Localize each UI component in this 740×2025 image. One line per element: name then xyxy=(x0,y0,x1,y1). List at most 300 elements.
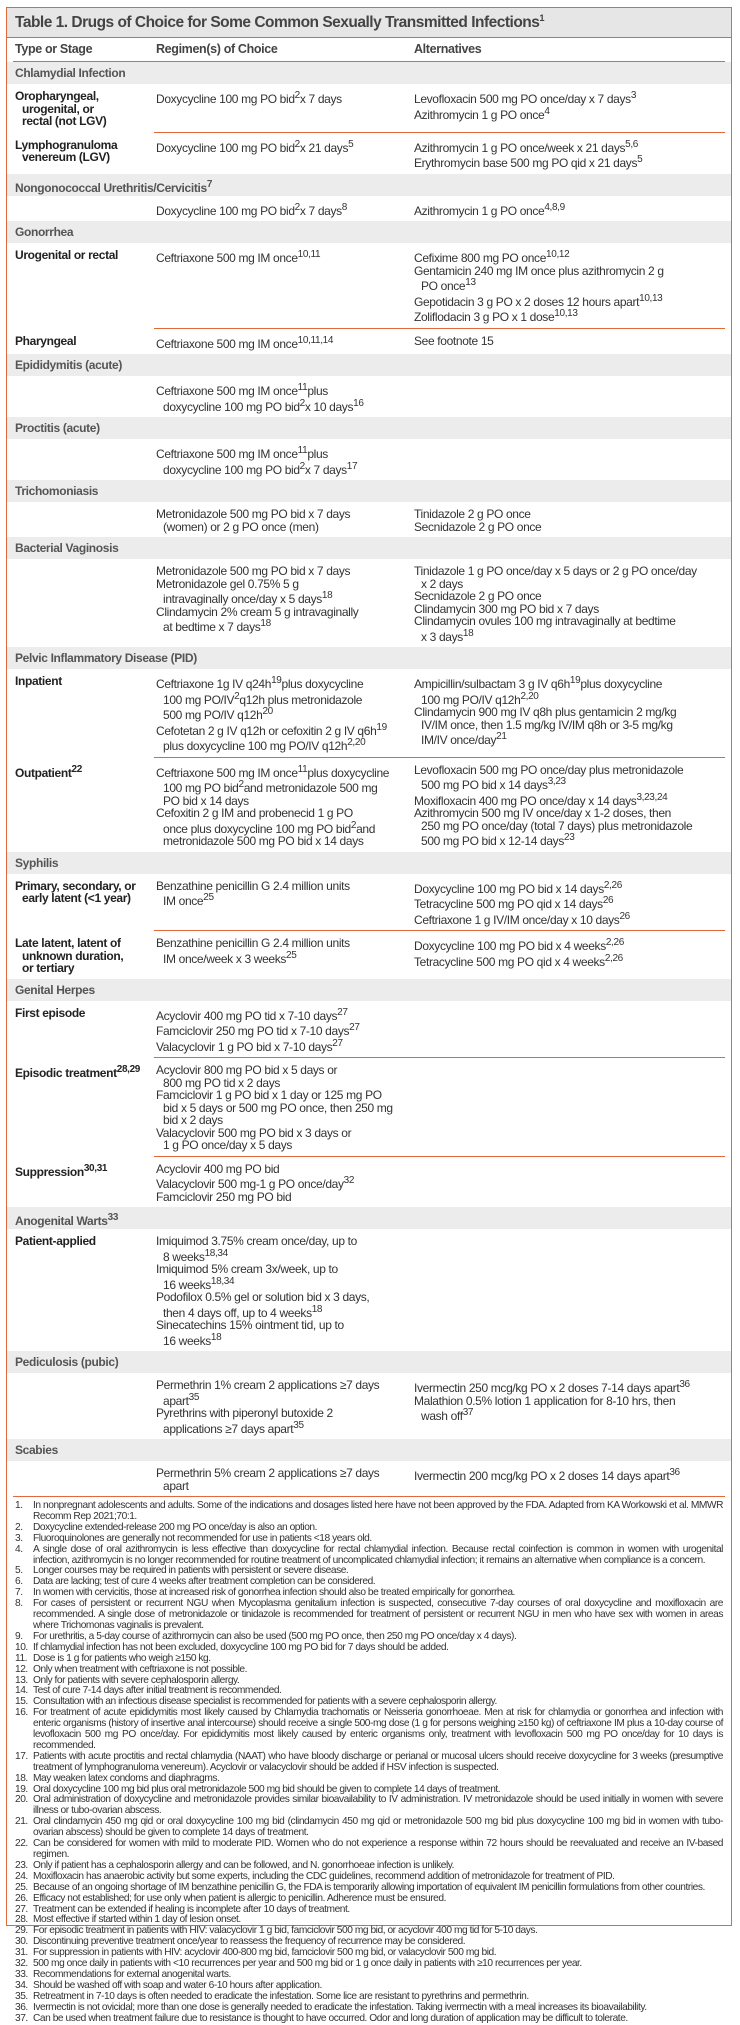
cell-text: Acyclovir 400 mg PO bid xyxy=(156,1161,280,1176)
footnote-text: Discontinuing preventive treatment once/year to reassess the frequency of recurrence may be considered. xyxy=(33,1936,466,1948)
footnote-text: Can be used when treatment failure due to resistance is thought to have occurred. Odor and long duration of application may be difficult to tolerate. xyxy=(33,2012,628,2024)
footnote-ref: 32 xyxy=(343,1175,355,1186)
footnote-number: 37. xyxy=(15,2012,28,2024)
cell-text: bid x 2 days xyxy=(163,1113,223,1127)
cell-line xyxy=(414,719,725,732)
cell-text: early latent (<1 year) xyxy=(22,891,131,905)
footnote-ref: 2,26 xyxy=(603,879,622,891)
footnote-text: Consultation with an infectious disease specialist is recommended for patients with a severe cephalosporin allergy. xyxy=(33,1696,497,1708)
footnote-number: 32. xyxy=(15,1958,28,1970)
cell-text: IV/IM once, then 1.5 mg/kg IV/IM q8h or 3-5 mg/kg xyxy=(421,717,673,732)
cell-line xyxy=(414,1395,725,1408)
cell-text: Acyclovir 400 mg PO tid x 7-10 days xyxy=(156,1008,338,1023)
footnote-ref: 2 xyxy=(299,460,305,472)
footnote-number: 24. xyxy=(15,1870,28,1882)
footnote-number: 5. xyxy=(15,1565,23,1577)
cell-text: once plus doxycycline 100 mg PO bid xyxy=(163,821,351,836)
footnote-ref: 30,31 xyxy=(83,1162,108,1174)
footnote-ref: 11 xyxy=(297,445,308,456)
cell-text: doxycycline 100 mg PO bid xyxy=(163,462,300,477)
cell-line xyxy=(414,675,725,691)
table-row xyxy=(7,376,731,417)
regimen-cell xyxy=(156,764,414,848)
footnote xyxy=(15,1926,723,1937)
cell-text: Oropharyngeal, xyxy=(15,89,99,103)
cell-text: apart xyxy=(163,1478,189,1493)
alternatives-cell xyxy=(414,1379,725,1435)
cell-line xyxy=(156,1038,414,1054)
cell-line xyxy=(414,953,725,969)
cell-text: Ceftriaxone 500 mg IM once xyxy=(156,251,298,265)
cell-line xyxy=(156,578,414,591)
alternatives-cell xyxy=(414,445,725,476)
table-row xyxy=(7,1058,731,1156)
drug-table-frame xyxy=(6,7,732,2024)
cell-text: x 7 days xyxy=(299,203,342,218)
cell-text: 500 mg PO/IV q12h xyxy=(163,708,263,722)
section-header xyxy=(7,221,731,243)
cell-text: See footnote 15 xyxy=(414,333,494,348)
footnote-ref: 19 xyxy=(271,675,282,686)
footnote xyxy=(15,1981,723,1992)
cell-line xyxy=(414,335,725,348)
cell-text: or tertiary xyxy=(22,961,75,975)
footnote xyxy=(15,1534,723,1545)
section-header xyxy=(7,480,731,502)
footnote-number: 29. xyxy=(15,1925,28,1937)
cell-line xyxy=(156,1248,414,1264)
table-row xyxy=(7,196,731,222)
cell-line xyxy=(156,398,414,414)
footnote-number: 9. xyxy=(15,1630,23,1642)
footnote-text: For cases of persistent or recurrent NGU when Mycoplasma genitalium infection is suspected, consecutive 7-day courses of oral doxycycline and moxifloxacin are recommended. A single dose of metronidazole or tinidazole is recommended for treatment of persistent or recurrent NGU in men who have sex with women in areas where Trichomonas vaginalis is prevalent. xyxy=(33,1598,723,1631)
cell-text: doxycycline 100 mg PO bid xyxy=(163,399,300,414)
cell-text: Metronidazole 500 mg PO bid x 7 days xyxy=(156,507,351,521)
footnote-ref: 18 xyxy=(321,590,333,601)
footnote-ref: 11 xyxy=(297,763,308,775)
cell-line xyxy=(156,820,414,836)
alternatives-cell xyxy=(414,90,725,128)
footnote-text: Oral doxycycline 100 mg bid plus oral metronidazole 500 mg bid should be given to complete 14 days of treatment. xyxy=(33,1783,501,1795)
footnote-ref: 11 xyxy=(297,382,308,393)
footnote-number: 7. xyxy=(15,1587,23,1599)
alternatives-cell xyxy=(414,764,725,848)
footnote-ref: 35 xyxy=(293,1419,304,1431)
cell-line xyxy=(156,1304,414,1320)
cell-text: Cefotetan 2 g IV q12h or cefoxitin 2 g IV q6h xyxy=(156,723,377,738)
cell-text: Late latent, latent of xyxy=(15,936,121,950)
table-row xyxy=(7,329,731,355)
footnote-number: 6. xyxy=(15,1576,23,1588)
cell-line xyxy=(15,1064,156,1080)
cell-text: plus doxycycline xyxy=(281,677,364,691)
footnote-ref: 18 xyxy=(260,618,271,629)
cell-line xyxy=(156,1407,414,1420)
footnote-text: If chlamydial infection has not been excluded, doxycycline 100 mg PO bid for 7 days should be added. xyxy=(33,1641,449,1653)
footnote xyxy=(15,1752,723,1774)
cell-line xyxy=(156,1467,414,1480)
footnote-ref: 18 xyxy=(462,627,474,639)
footnote-number: 16. xyxy=(15,1707,28,1719)
table-row xyxy=(7,559,731,647)
footnote-number: 2. xyxy=(15,1521,23,1533)
alternatives-cell xyxy=(414,508,725,533)
cell-text: 100 mg PO bid xyxy=(163,781,239,795)
alternatives-cell xyxy=(414,1235,725,1347)
footnote-text: Patients with acute proctitis and rectal chlamydia (NAAT) who have bloody discharge or perianal or mucosal ulcers should receive doxycycline for 3 weeks (presumptive treatment of lymphogranuloma venereum). Acyclovir or valacyclovir should be added if HSV infection is suspected. xyxy=(33,1750,723,1773)
footnote-number: 22. xyxy=(15,1838,28,1850)
alternatives-cell xyxy=(414,382,725,413)
footnote-number: 18. xyxy=(15,1772,28,1784)
cell-line xyxy=(15,1007,156,1020)
cell-line xyxy=(414,106,725,122)
cell-line xyxy=(414,820,725,833)
footnote xyxy=(15,1545,723,1567)
cell-text: 16 weeks xyxy=(163,1277,211,1292)
cell-text: x 10 days xyxy=(304,399,354,414)
cell-text: 8 weeks xyxy=(163,1249,205,1264)
cell-line xyxy=(156,1392,414,1408)
footnote-ref: 8 xyxy=(341,201,347,213)
footnote-number: 19. xyxy=(15,1783,28,1795)
cell-line xyxy=(156,1235,414,1248)
type-cell xyxy=(13,1235,156,1347)
footnote xyxy=(15,2014,723,2025)
section-header xyxy=(7,1207,731,1229)
cell-line xyxy=(156,202,414,218)
type-cell xyxy=(13,1467,156,1492)
footnote-number: 33. xyxy=(15,1968,28,1980)
cell-text: Patient-applied xyxy=(15,1234,96,1248)
footnote xyxy=(15,2003,723,2014)
footnote-ref: 21 xyxy=(496,731,507,742)
cell-text: Secnidazole 2 g PO once xyxy=(414,519,542,534)
cell-line xyxy=(156,521,414,534)
cell-text: Ceftriaxone 500 mg IM once xyxy=(156,447,298,461)
cell-line xyxy=(156,1175,414,1191)
cell-text: x 3 days xyxy=(421,629,463,644)
cell-line xyxy=(414,1407,725,1423)
cell-text: Urogenital or rectal xyxy=(15,248,119,262)
cell-text: Clindamycin ovules 100 mg intravaginally at bedtime xyxy=(414,614,676,628)
cell-text: Azithromycin 1 g PO once xyxy=(414,203,545,218)
type-cell xyxy=(13,675,156,753)
cell-line xyxy=(156,706,414,722)
cell-line xyxy=(15,249,156,262)
cell-line xyxy=(414,90,725,106)
footnote-text: Only for patients with severe cephalosporin allergy. xyxy=(33,1674,240,1686)
footnote-text: Recommendations for external anogenital warts. xyxy=(33,1968,231,1980)
footnote-ref: 16 xyxy=(353,397,364,409)
table-row xyxy=(7,502,731,537)
footnote-ref: 36 xyxy=(669,1467,680,1478)
cell-text: Lymphogranuloma xyxy=(15,137,118,152)
regimen-cell xyxy=(156,1007,414,1054)
footnote xyxy=(15,1970,723,1981)
section-name: Pediculosis (pubic) xyxy=(15,1355,119,1369)
footnote xyxy=(15,1992,723,2003)
footnote-ref: 27 xyxy=(332,1037,343,1049)
cell-text: Ceftriaxone 500 mg IM once xyxy=(156,384,298,398)
cell-line xyxy=(414,832,725,848)
footnote-text: 500 mg once daily in patients with <10 recurrences per year and 500 mg bid or 1 g once daily in patients with ≥10 recurrences per year. xyxy=(33,1958,582,1970)
footnote-text: Treatment can be extended if healing is incomplete after 10 days of treatment. xyxy=(33,1903,350,1915)
section-header xyxy=(7,354,731,376)
cell-text: metronidazole 500 mg PO bid x 14 days xyxy=(163,834,364,848)
table-row xyxy=(7,669,731,757)
cell-line xyxy=(156,590,414,606)
cell-line xyxy=(15,115,156,128)
footnote xyxy=(15,1774,723,1785)
footnote-number: 3. xyxy=(15,1532,23,1544)
cell-text: Zoliflodacin 3 g PO x 1 dose xyxy=(414,310,555,324)
header-regimen: Regimen(s) of Choice xyxy=(156,42,278,56)
table-title-text: Table 1. Drugs of Choice for Some Common Sexually Transmitted Infections xyxy=(15,14,540,31)
cell-text: Doxycycline 100 mg PO bid xyxy=(156,203,295,218)
cell-text: Famciclovir 250 mg PO bid xyxy=(156,1189,292,1204)
footnote-number: 27. xyxy=(15,1903,28,1915)
footnote-ref: 26 xyxy=(602,895,614,906)
footnote-text: For episodic treatment in patients with HIV: valacyclovir 1 g bid, famciclovir 500 mg bid, or acyclovir 400 mg tid for 5-10 days. xyxy=(33,1925,538,1937)
cell-text: Tetracycline 500 mg PO qid x 14 days xyxy=(414,897,603,911)
alternatives-cell xyxy=(414,139,725,170)
cell-text: plus doxycycline xyxy=(580,677,663,691)
cell-line xyxy=(414,277,725,293)
section-header xyxy=(7,417,731,439)
footnote-ref: 10,13 xyxy=(639,292,663,304)
footnote-number: 20. xyxy=(15,1794,28,1806)
cell-line xyxy=(15,892,156,905)
regimen-cell xyxy=(156,1064,414,1152)
footnote-ref: 5 xyxy=(637,154,643,165)
cell-text: x 2 days xyxy=(421,576,463,591)
regimen-cell xyxy=(156,508,414,533)
cell-text: Pyrethrins with piperonyl butoxide 2 xyxy=(156,1406,333,1420)
type-cell xyxy=(13,764,156,848)
section-header xyxy=(7,537,731,559)
cell-line xyxy=(156,139,414,155)
alternatives-cell xyxy=(414,1064,725,1152)
alternatives-cell xyxy=(414,202,725,218)
cell-line xyxy=(414,895,725,911)
type-cell xyxy=(13,880,156,927)
footnote-ref: 23 xyxy=(564,832,575,843)
cell-line xyxy=(414,731,725,747)
footnote-ref: 27 xyxy=(337,1006,348,1018)
cell-text: Erythromycin base 500 mg PO qid x 21 days xyxy=(414,156,638,170)
cell-line xyxy=(156,1022,414,1038)
footnote-number: 26. xyxy=(15,1892,28,1904)
cell-line xyxy=(156,764,414,780)
footnote-ref: 2 xyxy=(294,138,300,150)
section-name: Pelvic Inflammatory Disease (PID) xyxy=(15,651,197,665)
cell-text: at bedtime x 7 days xyxy=(163,620,261,634)
section-name: Scabies xyxy=(15,1443,58,1457)
table-row xyxy=(7,1157,731,1208)
footnote-ref: 37 xyxy=(462,1407,474,1418)
cell-line xyxy=(156,892,414,908)
footnote-ref: 2 xyxy=(238,779,244,790)
footnote-number: 13. xyxy=(15,1674,28,1686)
alternatives-cell xyxy=(414,1007,725,1054)
cell-line xyxy=(156,950,414,966)
regimen-cell xyxy=(156,880,414,927)
cell-line xyxy=(414,249,725,265)
cell-text: and xyxy=(356,821,376,836)
regimen-cell xyxy=(156,382,414,413)
alternatives-cell xyxy=(414,937,725,975)
footnote-ref: 19 xyxy=(569,675,581,686)
cell-text: Imiquimod 5% cream 3x/week, up to xyxy=(156,1262,338,1276)
cell-line xyxy=(156,880,414,893)
table-row xyxy=(7,1373,731,1439)
cell-line xyxy=(156,335,414,351)
regimen-cell xyxy=(156,139,414,170)
cell-text: Tinidazole 1 g PO once/day x 5 days or 2 g PO once/day xyxy=(414,564,697,578)
section-name: Epididymitis (acute) xyxy=(15,358,123,372)
footnote-ref: 5,6 xyxy=(625,138,638,150)
footnote-ref: 35 xyxy=(188,1391,200,1403)
cell-line xyxy=(156,675,414,691)
regimen-cell xyxy=(156,1163,414,1204)
footnote-number: 21. xyxy=(15,1816,28,1828)
footnote-text: A single dose of oral azithromycin is less effective than doxycycline for rectal chlamydial infection. Because rectal coinfection is common in women with urogenital infection, azithromycin is no longer recommended for routine treatment of uncomplicated chlamydial infection; it remains an alternative when compliance is a concern. xyxy=(33,1543,723,1566)
cell-line xyxy=(156,1291,414,1304)
footnote-text: Doxycycline extended-release 200 mg PO once/day is also an option. xyxy=(33,1521,318,1533)
footnote-text: Dose is 1 g for patients who weigh ≥150 kg. xyxy=(33,1652,211,1664)
cell-text: First episode xyxy=(15,1005,86,1020)
cell-line xyxy=(156,1139,414,1152)
footnote-text: May weaken latex condoms and diaphragms. xyxy=(33,1772,220,1784)
cell-line xyxy=(156,1420,414,1436)
footnote xyxy=(15,1937,723,1948)
cell-text: unknown duration, xyxy=(22,948,124,963)
cell-line xyxy=(414,776,725,792)
footnote-number: 23. xyxy=(15,1859,28,1871)
cell-text: Cefixime 800 mg PO once xyxy=(414,251,547,265)
footnote-text: In nonpregnant adolescents and adults. Some of the indications and dosages listed here have not been approved by the FDA. Adapted from KA Workowski et al. MMWR Recomm Rep 2021;70:1. xyxy=(33,1500,723,1522)
footnote-text: Should be washed off with soap and water 6-10 hours after application. xyxy=(33,1979,322,1991)
cell-text: Malathion 0.5% lotion 1 application for 8-10 hrs, then xyxy=(414,1393,676,1408)
type-cell xyxy=(13,249,156,324)
cell-text: Moxifloxacin 400 mg PO once/day x 14 days xyxy=(414,793,637,808)
footnote-text: Ivermectin is not ovicidal; more than one dose is generally needed to eradicate the infestation. Taking ivermectin with a meal increases its bioavailability. xyxy=(33,2001,647,2013)
regimen-cell xyxy=(156,202,414,218)
table-row xyxy=(7,243,731,328)
footnote-number: 30. xyxy=(15,1936,28,1948)
section-header xyxy=(7,1351,731,1373)
footnote-ref: 4,8,9 xyxy=(544,201,565,213)
footnote-number: 11. xyxy=(15,1652,28,1664)
footnote xyxy=(15,1501,723,1523)
cell-line xyxy=(414,154,725,170)
cell-line xyxy=(15,764,156,780)
cell-text: Ampicillin/sulbactam 3 g IV q6h xyxy=(414,677,570,691)
footnote-ref: 18 xyxy=(210,1331,222,1343)
footnote-ref: 13 xyxy=(465,277,476,288)
cell-text: Ivermectin 200 mcg/kg PO x 2 doses 14 days apart xyxy=(414,1469,670,1483)
footnote-text: For suppression in patients with HIV: acyclovir 400-800 mg bid, famciclovir 500 mg bid, or valacyclovir 500 mg bid. xyxy=(33,1947,497,1959)
cell-line xyxy=(156,1007,414,1023)
cell-text: x 7 days xyxy=(304,462,347,477)
footnote-ref: 10,12 xyxy=(546,249,570,260)
footnote-ref: 2 xyxy=(294,90,300,101)
cell-line xyxy=(414,792,725,808)
cell-text: venereum (LGV) xyxy=(22,150,110,164)
type-cell xyxy=(13,1064,156,1152)
cell-line xyxy=(156,445,414,461)
footnote-text: For treatment of acute epididymitis most likely caused by Chlamydia trachomatis or Neisseria gonorrhoeae. Men at risk for chlamydia or gonorrhea and infection with enteric organisms (history of insertive anal intercourse) should receive a single 500-mg dose (1 g for persons weighing ≥150 kg) of ceftriaxone IM plus a 10-day course of levofloxacin 500 mg PO once/day. For epididymitis most likely caused by enteric organisms only, treatment with levofloxacin 500 mg PO once/day for 10 days is recommended. xyxy=(33,1707,723,1751)
table-row xyxy=(7,874,731,931)
cell-line xyxy=(414,628,725,644)
cell-line xyxy=(156,835,414,848)
footnote-text: Retreatment in 7-10 days is often needed to eradicate the infestation. Some lice are resistant to pyrethrins and permethrin. xyxy=(33,1990,529,2002)
footnote-ref: 26 xyxy=(619,910,630,922)
cell-text: and metronidazole 500 mg xyxy=(243,781,378,795)
footnote-ref: 18,34 xyxy=(210,1275,235,1287)
table-row xyxy=(7,1229,731,1351)
column-headers xyxy=(13,38,725,62)
cell-text: Doxycycline 100 mg PO bid xyxy=(156,92,295,106)
section-header xyxy=(7,174,731,196)
footnote-ref: 2,26 xyxy=(604,952,623,964)
alternatives-cell xyxy=(414,565,725,643)
footnote xyxy=(15,1708,723,1752)
cell-text: Permethrin 5% cream 2 applications ≥7 days xyxy=(156,1466,380,1480)
cell-line xyxy=(15,1163,156,1179)
cell-line xyxy=(156,618,414,634)
cell-line xyxy=(156,1276,414,1292)
cell-line xyxy=(156,1163,414,1176)
cell-text: Gepotidacin 3 g PO x 2 doses 12 hours apart xyxy=(414,294,640,309)
table-row xyxy=(7,84,731,132)
footnote xyxy=(15,1654,723,1665)
cell-text: Ceftriaxone 500 mg IM once xyxy=(156,336,298,351)
drug-table xyxy=(7,38,731,1497)
footnote-number: 17. xyxy=(15,1750,28,1762)
cell-text: Doxycycline 100 mg PO bid x 14 days xyxy=(414,881,604,896)
footnote-ref: 10,11 xyxy=(297,249,321,260)
type-cell xyxy=(13,382,156,413)
footnote-ref: 20 xyxy=(262,706,273,717)
cell-text: Doxycycline 100 mg PO bid x 4 weeks xyxy=(414,939,606,953)
cell-line xyxy=(414,293,725,309)
cell-line xyxy=(156,249,414,265)
footnote-ref: 5 xyxy=(348,138,354,150)
footnote-number: 1. xyxy=(15,1500,23,1511)
header-alternatives: Alternatives xyxy=(414,42,482,56)
cell-text: Inpatient xyxy=(15,674,62,688)
cell-text: Azithromycin 500 mg IV once/day x 1-2 doses, then xyxy=(414,806,671,820)
alternatives-cell xyxy=(414,335,725,351)
cell-line xyxy=(414,615,725,628)
section-name: Anogenital Warts xyxy=(15,1214,108,1228)
cell-text: 100 mg PO/IV q12h xyxy=(421,692,521,707)
cell-text: Valacyclovir 500 mg-1 g PO once/day xyxy=(156,1177,344,1191)
table-row xyxy=(7,133,731,174)
cell-text: Clindamycin 300 mg PO bid x 7 days xyxy=(414,601,599,616)
footnote xyxy=(15,1883,723,1894)
section-name: Nongonococcal Urethritis/Cervicitis xyxy=(15,180,207,195)
table-row xyxy=(7,1461,731,1496)
cell-text: IM once/week x 3 weeks xyxy=(163,951,287,966)
cell-line xyxy=(156,737,414,753)
title-footnote-ref: 1 xyxy=(539,12,545,23)
cell-text: Metronidazole 500 mg PO bid x 7 days xyxy=(156,564,351,578)
footnote-text: Moxifloxacin has anaerobic activity but some experts, including the CDC guidelines, recommend addition of metronidazole for treatment of PID. xyxy=(33,1870,615,1882)
cell-line xyxy=(156,691,414,707)
footnote-number: 12. xyxy=(15,1663,28,1675)
